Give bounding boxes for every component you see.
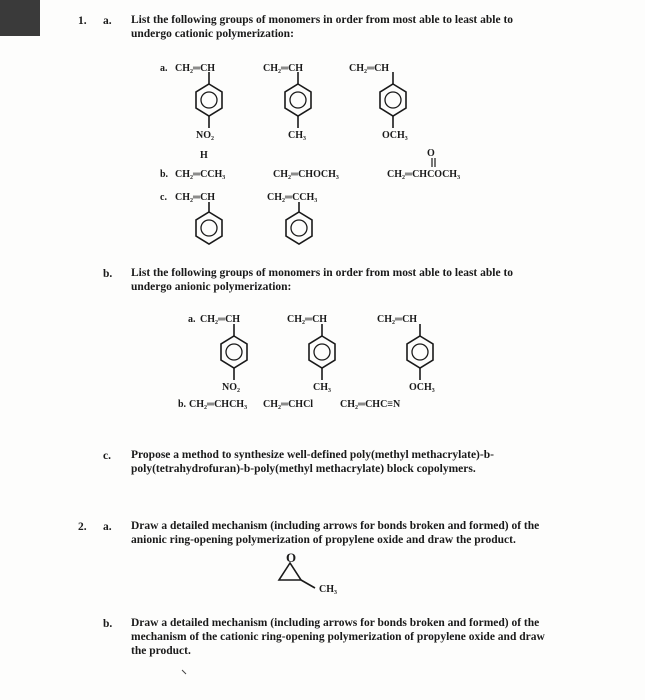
monomer-vinyl: CH₂═CH — [175, 63, 216, 74]
benzene-ring-icon — [404, 324, 436, 380]
monomer: CH₂═CHCH₃ — [189, 399, 248, 410]
hydrogen-label: H — [200, 150, 208, 161]
benzene-ring-icon — [218, 324, 250, 380]
monomer: CH₂═CHCOCH₃ — [387, 169, 461, 180]
methyl-label: CH₃ — [319, 584, 337, 595]
question-2b-label: b. — [103, 618, 113, 630]
question-1b-label: b. — [103, 268, 113, 280]
substituent-label: CH₃ — [313, 382, 331, 393]
monomer: CH₂═CHOCH₃ — [273, 169, 339, 180]
carbonyl-oxygen-label: O — [427, 148, 435, 159]
epoxide-oxygen-label: O — [286, 550, 297, 565]
monomer-vinyl: CH₂═CH — [175, 192, 216, 203]
question-1c-text: Propose a method to synthesize well-defined poly(methyl methacrylate)-b-poly(tetrahydrofuran)-b-poly(methyl methacrylate) block copolymers. — [131, 449, 494, 475]
substituent-label: CH₃ — [288, 130, 306, 141]
question-2b-text: Draw a detailed mechanism (including arrows for bonds broken and formed) of the mechanism of the cationic ring-opening polymerization of propylene oxide and draw the product. — [131, 617, 545, 657]
set-b-label: b. — [178, 399, 187, 410]
benzene-ring-icon — [283, 202, 315, 246]
substituent-label: NO₂ — [222, 382, 240, 393]
pen-mark-icon — [180, 668, 190, 678]
question-2a-text: Draw a detailed mechanism (including arrows for bonds broken and formed) of the anionic ring-opening polymerization of propylene oxide and draw the product. — [131, 520, 540, 546]
question-1b-text: List the following groups of monomers in order from most able to least able to undergo anionic polymerization: — [131, 267, 514, 293]
set-b-label: b. — [160, 169, 169, 180]
monomer: CH₂═CHCl — [263, 399, 314, 410]
question-2-number: 2. — [78, 521, 87, 533]
benzene-ring-icon — [193, 72, 225, 128]
monomer-vinyl: CH₂═CH — [377, 314, 418, 325]
substituent-label: OCH₃ — [382, 130, 408, 141]
monomer-vinyl: CH₂═CH — [263, 63, 304, 74]
set-a-label: a. — [160, 63, 168, 74]
double-bond-icon — [430, 158, 438, 168]
monomer-vinyl: CH₂═CH — [349, 63, 390, 74]
substituent-label: NO₂ — [196, 130, 214, 141]
question-1-number: 1. — [78, 15, 87, 27]
benzene-ring-icon — [282, 72, 314, 128]
substituent-label: OCH₃ — [409, 382, 435, 393]
monomer: CH₂═CCH₃ — [267, 192, 318, 203]
question-2a-label: a. — [103, 521, 112, 533]
benzene-ring-icon — [193, 202, 225, 246]
question-1a-text: List the following groups of monomers in order from most able to least able to undergo cationic polymerization: — [131, 14, 514, 40]
monomer-vinyl: CH₂═CH — [200, 314, 241, 325]
question-1a-label: a. — [103, 15, 112, 27]
monomer: CH₂═CHC≡N — [340, 399, 401, 410]
benzene-ring-icon — [377, 72, 409, 128]
benzene-ring-icon — [306, 324, 338, 380]
monomer-vinyl: CH₂═CH — [287, 314, 328, 325]
set-c-label: c. — [160, 192, 167, 203]
corner-mask — [0, 0, 40, 36]
set-a-label: a. — [188, 314, 196, 325]
monomer: CH₂═CCH₃ — [175, 169, 226, 180]
question-1c-label: c. — [103, 450, 111, 462]
